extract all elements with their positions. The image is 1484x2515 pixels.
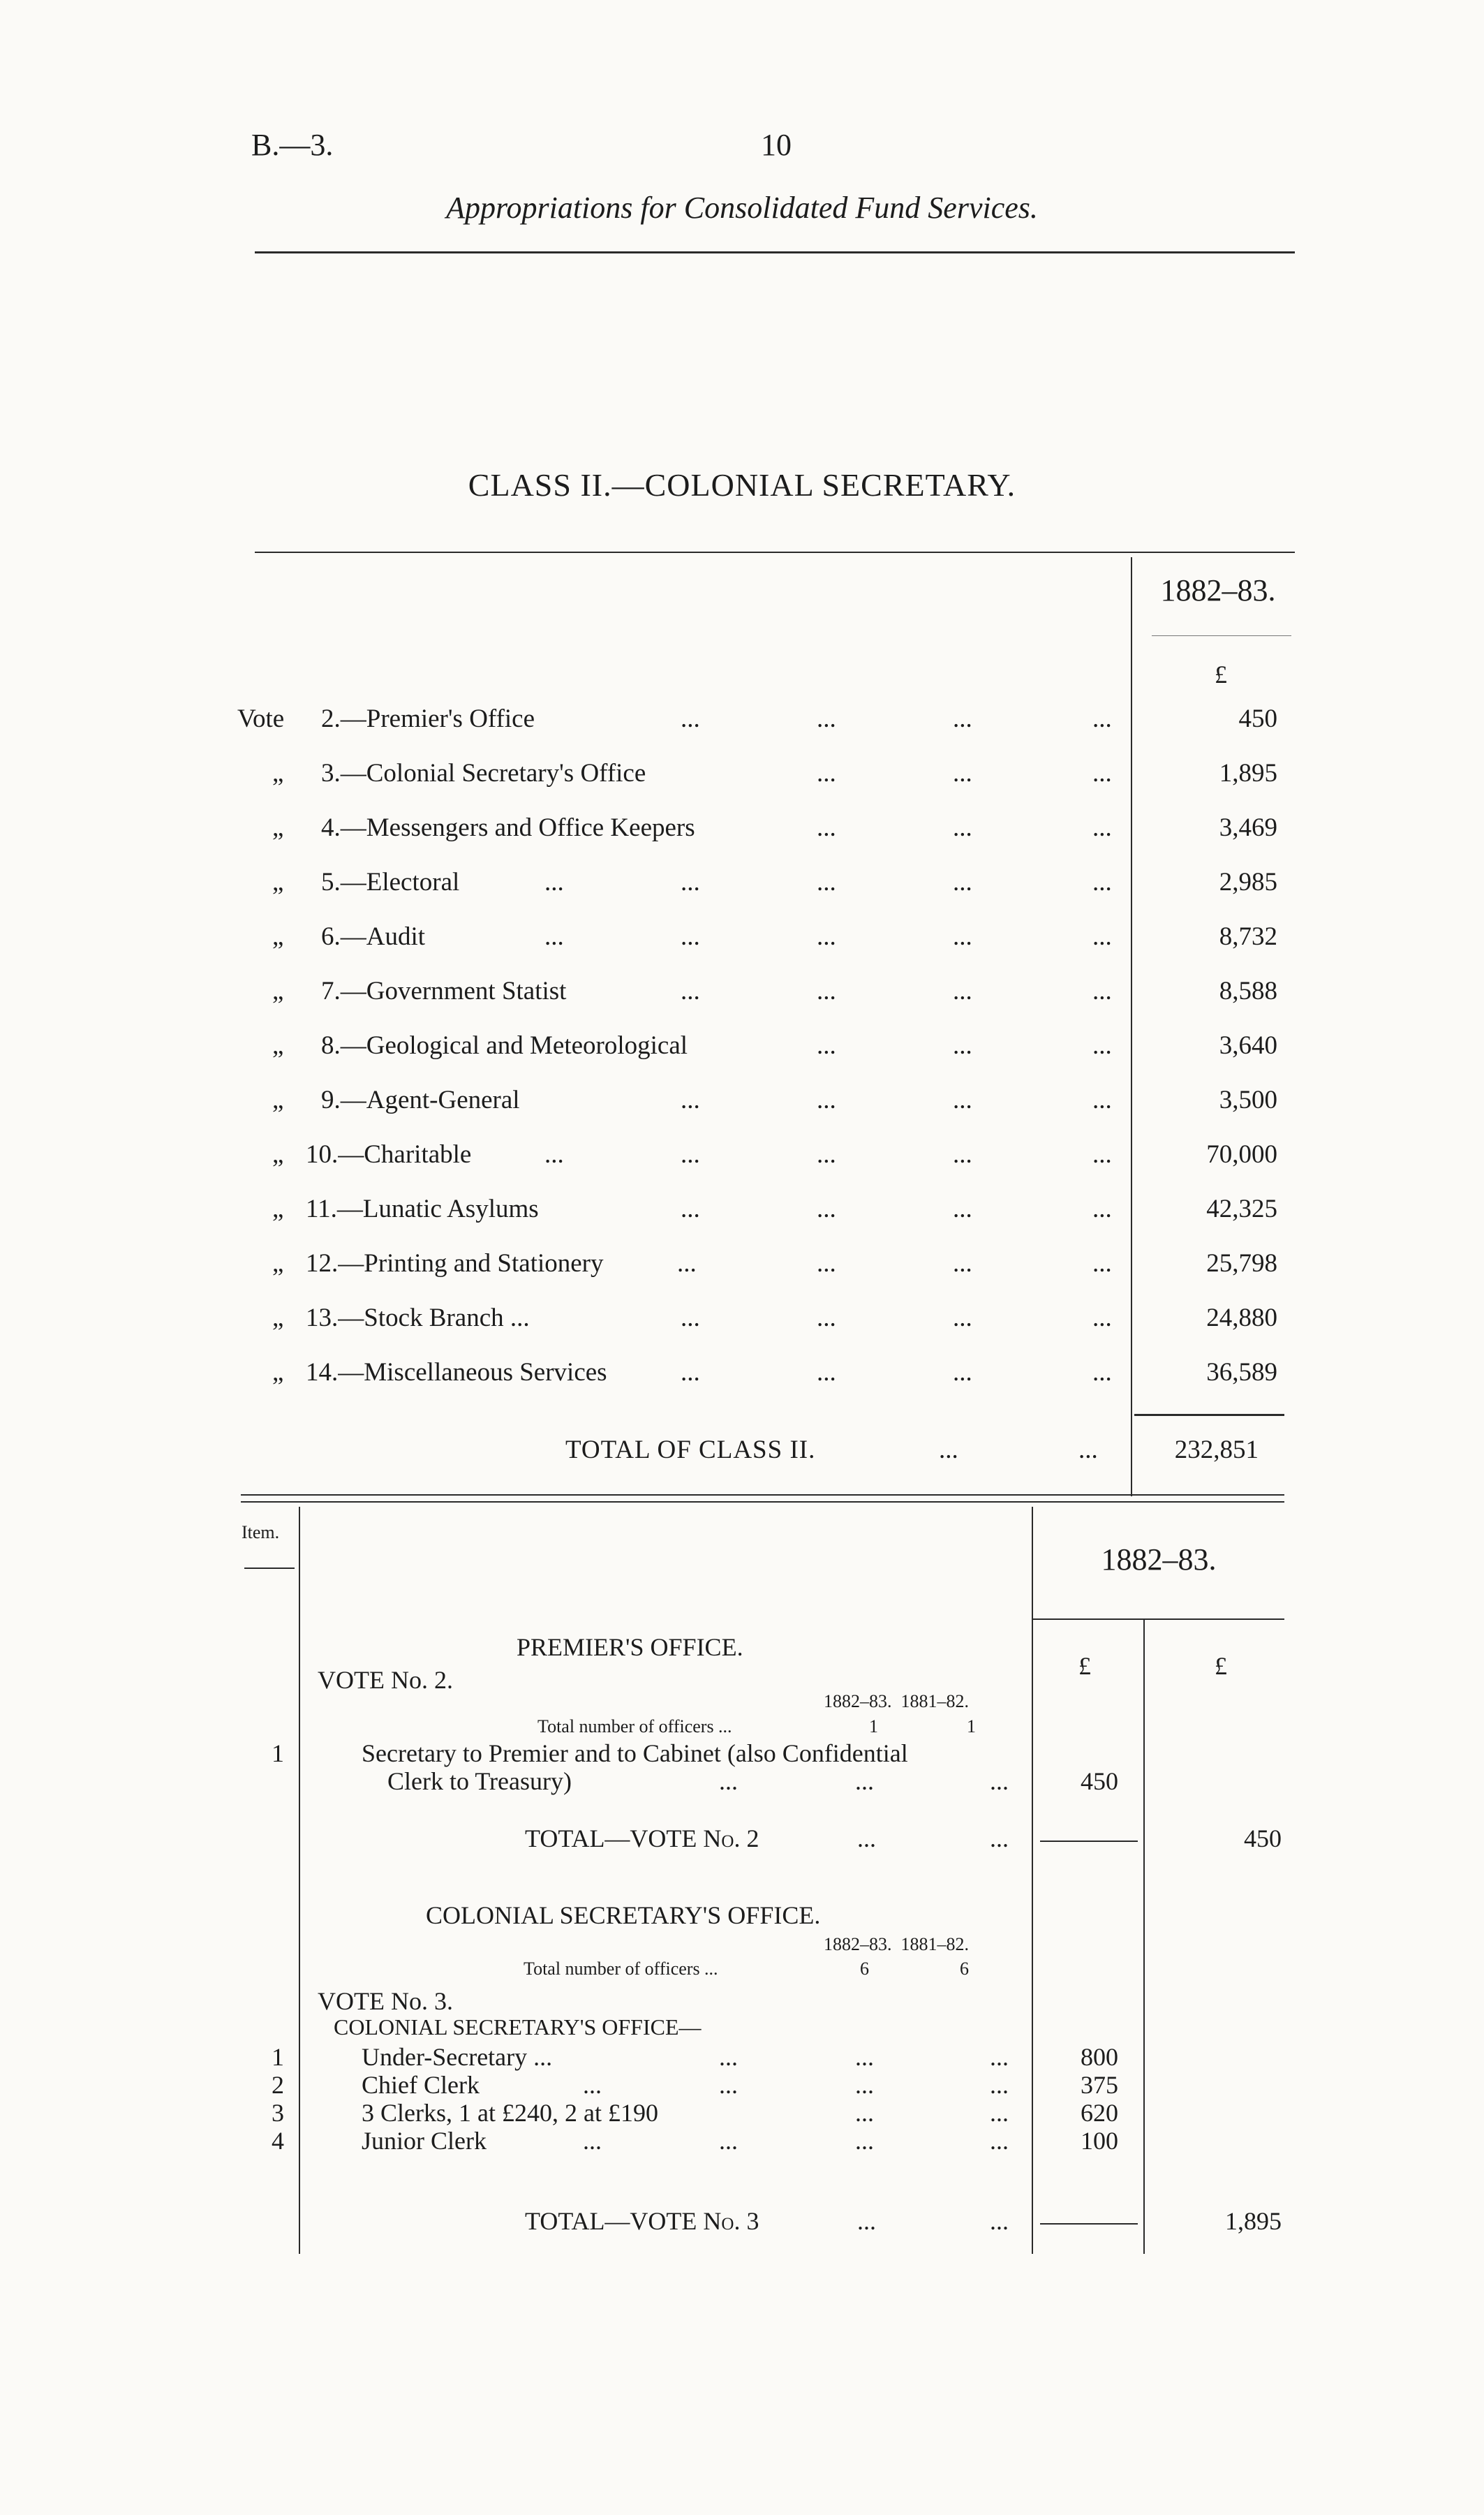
row-label: 12.—Printing and Stationery <box>306 1249 604 1278</box>
colonial-heading: COLONIAL SECRETARY'S OFFICE. <box>426 1901 821 1929</box>
summary-row: „ 9.—Agent-General ... ... ... ... 3,500 <box>272 1086 1277 1114</box>
row-amount: 24,880 <box>1206 1304 1277 1332</box>
row-prefix: „ <box>272 1031 284 1060</box>
leader-dots: ... <box>583 2127 602 2155</box>
summary-row: „ 4.—Messengers and Office Keepers ... ... ... 3,469 <box>272 813 1277 842</box>
row-label: 7.—Government Statist <box>321 977 567 1005</box>
summary-row: Vote 2.—Premier's Office ... ... ... ... 450 <box>237 705 1277 733</box>
row-prefix: „ <box>272 1304 284 1332</box>
summary-row: „ 13.—Stock Branch ... ... ... ... ... 24,880 <box>272 1304 1277 1332</box>
summary-row: „ 7.—Government Statist ... ... ... ... 8,588 <box>272 977 1277 1005</box>
summary-row: „ 6.—Audit ... ... ... ... ... 8,732 <box>272 922 1277 951</box>
row-amount: 2,985 <box>1219 868 1277 897</box>
subtotal-rule <box>1040 1841 1138 1842</box>
total-amount: 232,851 <box>1174 1436 1259 1464</box>
item-number: 1 <box>272 2043 284 2071</box>
summary-row: „ 8.—Geological and Meteorological ... ... ... 3,640 <box>272 1031 1277 1060</box>
premier-officers-1882: 1 <box>869 1716 878 1736</box>
row-label: 11.—Lunatic Asylums <box>306 1195 539 1223</box>
summary-currency: £ <box>1215 661 1227 688</box>
row-amount: 70,000 <box>1206 1140 1277 1169</box>
line-amount: 100 <box>1081 2127 1118 2155</box>
premier-heading: PREMIER'S OFFICE. <box>517 1633 743 1661</box>
leader-dots: ... <box>855 2099 874 2127</box>
year-rule <box>1033 1618 1284 1620</box>
detail-top-rule-2 <box>241 1501 1284 1503</box>
colonial-vote: VOTE No. 3. <box>318 1987 453 2015</box>
row-prefix: „ <box>272 759 284 788</box>
row-amount: 3,500 <box>1219 1086 1277 1114</box>
row-amount: 1,895 <box>1219 759 1277 788</box>
leader-dots: ... <box>855 1767 874 1795</box>
item-header-rule <box>244 1568 295 1569</box>
summary-row: „ 11.—Lunatic Asylums ... ... ... ... 42,325 <box>272 1195 1277 1223</box>
leader-dots: ... <box>855 2043 874 2071</box>
row-prefix: „ <box>272 813 284 842</box>
currency-col1: £ <box>1078 1652 1091 1680</box>
leader-dots: ... <box>990 2099 1009 2127</box>
leader-dots: ... <box>990 2043 1009 2071</box>
leader-dots: ... <box>990 1767 1009 1795</box>
header-rule <box>255 251 1295 253</box>
premier-total-label: TOTAL—VOTE No. 2 <box>525 1824 759 1852</box>
row-amount: 3,469 <box>1219 813 1277 842</box>
leader-dots: ... <box>990 2127 1009 2155</box>
row-amount: 25,798 <box>1206 1249 1277 1278</box>
row-label: 8.—Geological and Meteorological <box>321 1031 688 1060</box>
summary-row: „ 10.—Charitable ... ... ... ... ... 70,000 <box>272 1140 1277 1169</box>
leader-dots: ... <box>583 2071 602 2099</box>
leader-dots: ... <box>939 1436 958 1464</box>
leader-dots: ... <box>855 2127 874 2155</box>
row-amount: 3,640 <box>1219 1031 1277 1060</box>
leader-dots: ... <box>719 2043 738 2071</box>
summary-row: „ 3.—Colonial Secretary's Office ... ... ... 1,895 <box>272 759 1277 788</box>
item-number: 2 <box>272 2071 284 2099</box>
colonial-officers-1881: 6 <box>960 1959 969 1979</box>
leader-dots: ... <box>990 1824 1009 1852</box>
row-amount: 8,732 <box>1219 922 1277 951</box>
row-label: 13.—Stock Branch ... <box>306 1304 530 1332</box>
total-label: TOTAL OF CLASS II. <box>565 1436 816 1464</box>
summary-top-rule <box>255 552 1295 553</box>
row-prefix: „ <box>272 1140 284 1169</box>
row-prefix: „ <box>272 1358 284 1387</box>
row-prefix: Vote <box>237 705 285 733</box>
amount-split-rule <box>1143 1620 1145 2254</box>
row-prefix: „ <box>272 1195 284 1223</box>
row-label: 6.—Audit <box>321 922 426 951</box>
premier-total-amount: 450 <box>1244 1824 1282 1852</box>
row-amount: 36,589 <box>1206 1358 1277 1387</box>
summary-row: „ 5.—Electoral ... ... ... ... ... 2,985 <box>272 868 1277 897</box>
line-amount: 375 <box>1081 2071 1118 2099</box>
detail-top-rule-1 <box>241 1494 1284 1496</box>
summary-row: „ 12.—Printing and Stationery ... ... ... ... 25,798 <box>272 1249 1277 1278</box>
leader-dots: ... <box>1078 1436 1098 1464</box>
row-label: 2.—Premier's Office <box>321 705 535 733</box>
summary-year-header: 1882–83. <box>1160 573 1276 607</box>
leader-dots: ... <box>719 2127 738 2155</box>
row-amount: 8,588 <box>1219 977 1277 1005</box>
line-amount: 620 <box>1081 2099 1118 2127</box>
summary-row: „ 14.—Miscellaneous Services ... ... ... ... 36,589 <box>272 1358 1277 1387</box>
row-label: 9.—Agent-General <box>321 1086 520 1114</box>
row-label: 3.—Colonial Secretary's Office <box>321 759 646 788</box>
leader-dots: ... <box>855 2071 874 2099</box>
currency-col2: £ <box>1215 1652 1227 1680</box>
line-label: 3 Clerks, 1 at £240, 2 at £190 <box>362 2099 658 2127</box>
premier-years: 1882–83. 1881–82. <box>824 1691 969 1711</box>
line-amount: 800 <box>1081 2043 1118 2071</box>
leader-dots: ... <box>990 2071 1009 2099</box>
item-number: 3 <box>272 2099 284 2127</box>
leader-dots: ... <box>857 2207 876 2235</box>
class-title: CLASS II.—COLONIAL SECRETARY. <box>468 467 1016 503</box>
row-amount: 450 <box>1238 705 1277 733</box>
item-header: Item. <box>242 1522 280 1542</box>
line-amount: 450 <box>1081 1767 1118 1795</box>
row-amount: 42,325 <box>1206 1195 1277 1223</box>
colonial-officers-1882: 6 <box>860 1959 869 1979</box>
line-label: Junior Clerk <box>362 2127 487 2155</box>
summary-year-rule <box>1152 635 1291 636</box>
colonial-officers-label: Total number of officers ... <box>524 1959 718 1979</box>
row-label: 10.—Charitable <box>306 1140 472 1169</box>
premier-line-2: Clerk to Treasury) <box>387 1767 572 1795</box>
item-number: 4 <box>272 2127 284 2155</box>
subtotal-rule <box>1040 2223 1138 2225</box>
colonial-years: 1882–83. 1881–82. <box>824 1934 969 1954</box>
line-label: Chief Clerk <box>362 2071 480 2099</box>
summary-column-rule <box>1131 557 1132 1496</box>
page-subtitle: Appropriations for Consolidated Fund Services. <box>446 191 1038 225</box>
row-prefix: „ <box>272 977 284 1005</box>
item-number: 1 <box>272 1739 284 1767</box>
leader-dots: ... <box>990 2207 1009 2235</box>
document-reference: B.—3. <box>251 128 334 162</box>
leader-dots: ... <box>719 2071 738 2099</box>
page-number: 10 <box>761 128 792 162</box>
premier-vote: VOTE No. 2. <box>318 1666 453 1694</box>
premier-officers-1881: 1 <box>967 1716 976 1736</box>
total-rule <box>1134 1414 1284 1416</box>
leader-dots: ... <box>719 1767 738 1795</box>
row-label: 4.—Messengers and Office Keepers <box>321 813 695 842</box>
line-label: Under-Secretary ... <box>362 2043 553 2071</box>
row-prefix: „ <box>272 1086 284 1114</box>
row-prefix: „ <box>272 922 284 951</box>
premier-line-1: Secretary to Premier and to Cabinet (also Confidential <box>362 1739 908 1767</box>
row-prefix: „ <box>272 1249 284 1278</box>
detail-year-header: 1882–83. <box>1101 1542 1217 1577</box>
row-label: 5.—Electoral <box>321 868 460 897</box>
row-label: 14.—Miscellaneous Services <box>306 1358 607 1387</box>
leader-dots: ... <box>857 1824 876 1852</box>
row-prefix: „ <box>272 868 284 897</box>
colonial-subhead: COLONIAL SECRETARY'S OFFICE— <box>334 2014 702 2040</box>
colonial-total-label: TOTAL—VOTE No. 3 <box>525 2207 759 2235</box>
colonial-total-amount: 1,895 <box>1225 2207 1282 2235</box>
premier-officers-label: Total number of officers ... <box>537 1716 732 1736</box>
